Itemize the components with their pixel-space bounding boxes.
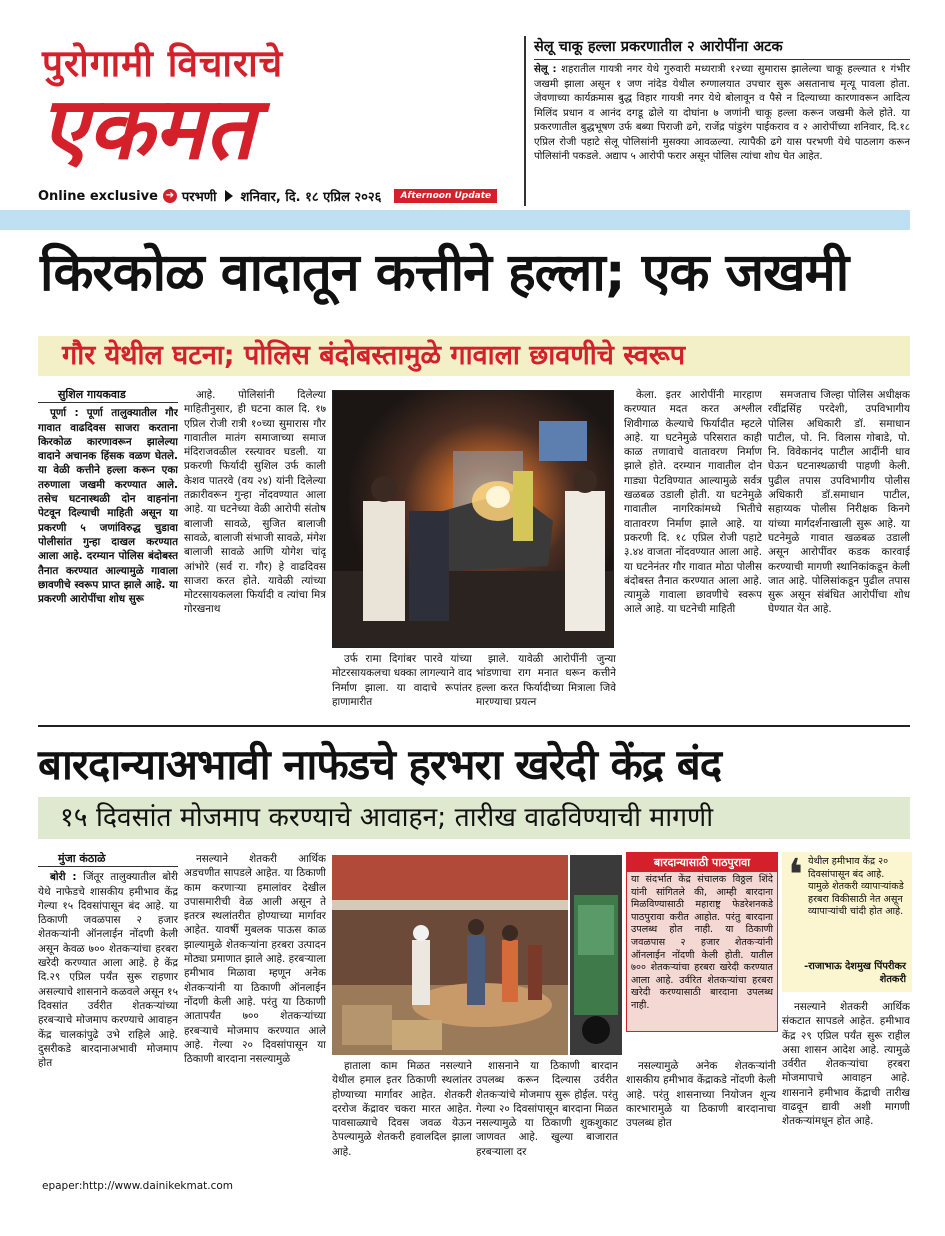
- brief-body: [534, 63, 910, 165]
- story2-dateline: बोरी :: [50, 871, 77, 884]
- epaper-url: epaper:http://www.dainikekmat.com: [42, 1180, 234, 1192]
- story2-col3b-text: शासनाने या ठिकाणी बारदान उपलब्ध करून दिल्यास उर्वरीत शेतकऱ्यांचे मोजमाप सुरू होईल. परंतु गेल्या २० दिवसांपासून बारदाना मिळत नसल्यामुळे या ठिकाणी शुकशुकाट जाणवत आहे. खुल्या बाजारात हरबऱ्याला दर: [476, 1060, 618, 1158]
- quote-author-name: -राजाभाऊ देशमुख पिंपरीकर: [804, 961, 906, 972]
- story1-column-3b: [476, 652, 616, 720]
- story1-headline: किरकोळ वादातून कत्तीने हल्ला; एक जखमी: [40, 243, 849, 303]
- sidebar-box-bardana-followup: [626, 852, 778, 1032]
- story2-photo-warehouse: [332, 855, 568, 1055]
- story1-subhead: गौर येथील घटना; पोलिस बंदोबस्तामुळे गावाला छावणीचे स्वरूप: [38, 336, 910, 376]
- story2-column-3a: [332, 1059, 472, 1171]
- quote-author-role: शेतकरी: [879, 974, 906, 985]
- story2-col3a-text: हाताला काम मिळत नसल्याने येथील हमाल इतर ठिकाणी स्थलांतर होण्याच्या मार्गावर आहेत. शेतकरी दररोज केंद्रावर चकरा मारत आहेत. पावसाळ्याचे दिवस जवळ येऊन ठेपल्यामुळे शेतकरी हवालदिल झाला आहे.: [332, 1060, 472, 1158]
- brief-dateline: सेलू :: [534, 64, 557, 75]
- story1-col4-text: केला. इतर आरोपींनी मारहाण करण्यात मदत करत अश्लील शिवीगाळ केल्याचे फिर्यादीत म्हटले आहे. या घटनेमुळे परिसरात काही काळ तणावाचे वातावरण निर्माण झाले होते. दरम्यान गावातील दोन गाड्या पेटविण्यात आल्यामुळे सर्वत्र खळबळ उडाली होती. या घटनेमुळे गावातील नागरिकांमध्ये भितीचे वातावरण निर्माण झाले आहे. या प्रकरणी दि. १८ एप्रिल रोजी पहाटे ३.४४ वाजता नोंदवण्यात आला आहे. या घटनेनंतर गौर गावात मोठा पोलीस बंदोबस्त तैनात करण्यात आला आहे. त्यामुळे गावाला छावणीचे स्वरूप आले आहे. या घटनेची माहिती: [624, 389, 762, 616]
- story2-headline: बारदान्याअभावी नाफेडचे हरभरा खरेदी केंद्र बंद: [38, 740, 722, 789]
- city-label: परभणी: [181, 190, 217, 205]
- masthead: [0, 0, 945, 210]
- pull-quote-text: येथील हमीभाव केंद्र २० दिवसांपासून बंद आहे. यामुळे शेतकरी व्यापाऱ्यांकडे हरबरा विकीसाठी नेत असून व्यापाऱ्यांची चांदी होत आहे.: [808, 856, 904, 918]
- story2-byline: मुंजा कंठाळे: [38, 852, 178, 867]
- story1-column-2: [184, 388, 326, 718]
- story1-column-3a: [332, 652, 472, 720]
- story1-column-4: [624, 388, 762, 718]
- story2-col2-text: नसल्याने शेतकरी आर्थिक अडचणीत सापडले आहेत. या ठिकाणी काम करणाऱ्या हमालांवर देखील उपासमारीची वेळ आली असून ते इतरत्र स्थलांतरीत होण्याच्या मार्गावर आहेत. यावर्षी मुबलक पाऊस काळ झाल्यामुळे शेतकऱ्यांना हरबरा उत्पादन मोठ्या प्रमाणात झाले आहे. हरबऱ्याला हमीभाव मिळावा म्हणून अनेक शेतकऱ्यांनी या ठिकाणी ऑनलाईन नोंदणी केली आहे. परंतु या ठिकाणी आतापर्यंत ७०० शेतकऱ्यांच्या हरबऱ्याचे मोजमाप करण्यात आले आहे. गेल्या २० दिवसांपासून या ठिकाणी बारदाना नसल्यामुळे: [184, 853, 326, 1066]
- pull-quote-author: [804, 960, 906, 986]
- story2-column-2: [184, 852, 326, 1170]
- story2-col1-text: जिंतूर तालुक्यातील बोरी येथे नाफेडचे शासकीय हमीभाव केंद्र गेल्या १५ दिवसांपासून बंद आहे. या ठिकाणी जवळपास २ हजार शेतकऱ्यांनी ऑनलाईन नोंदणी केली असून केवळ ७०० शेतकऱ्यांचा हरबरा खरेदी करण्यात आला आहे. हे केंद्र दि.२९ एप्रिल पर्यंत सुरू राहणार असल्याचे शासनाने कळवले असून १५ दिवसांत उर्वरीत शेतकऱ्यांच्या हरबऱ्याचे मोजमाप करण्याचे आवाहन केंद्र चालकांपुढे उभे राहिले आहे. दुसरीकडे बारदानाअभावी मोजमाप होत: [38, 871, 178, 1070]
- story1-col1-text: पूर्णा तालुक्यातील गौर गावात वाढदिवस साजरा करताना किरकोळ कारणावरून झालेल्या वादाने अचानक हिंसक वळण घेतले. या वेळी कत्तीने हल्ला करून एका तरुणाला जखमी करण्यात आले. तसेच घटनास्थळी दोन वाहनांना पेटवून दिल्याची माहिती असून या प्रकरणी ५ जणांविरुद्ध चुडावा पोलीसांत गुन्हा दाखल करण्यात आला आहे. दरम्यान पोलिस बंदोबस्त तैनात करण्यात आल्यामुळे गावाला छावणीचे स्वरूप प्राप्त झाले आहे. या प्रकरणी आरोपींचा शोध सुरू: [38, 407, 178, 606]
- masthead-tagline: पुरोगामी विचाराचे: [42, 42, 284, 85]
- story1-col2-text: आहे. पोलिसांनी दिलेल्या माहितीनुसार, ही घटना काल दि. १७ एप्रिल रोजी रात्री १०च्या सुमारास गौर गावातील मातंग समाजाच्या समाज मंदिराजवळील रस्त्यावर घडली. या प्रकरणी फिर्यादी सुशिल उर्फ काली केशव पातरवे (वय २४) यांनी दिलेल्या तक्रारीवरून गुन्हा नोंदवण्यात आला आहे. या घटनेच्या वेळी आरोपी संतोष बालाजी सावळे, सुजित बालाजी सावळे, बालाजी संभाजी सावळे, मंगेश बालाजी सावळे आणि योगेश चांदू आंभोरे (सर्व रा. गौर) हे वाढदिवस साजरा करत होते. यावेळी त्यांच्या मोटरसायकलला फिर्यादी व त्यांचा मित्र गोरखनाथ: [184, 389, 326, 616]
- online-exclusive-label: Online exclusive: [38, 188, 158, 204]
- story1-photo-burning-vehicle: [332, 390, 614, 648]
- color-band: [0, 210, 910, 230]
- story1-dateline: पूर्णा :: [50, 407, 79, 420]
- pull-quote: [782, 852, 912, 992]
- brief-title: सेलू चाकू हल्ला प्रकरणातील २ आरोपींना अटक: [534, 36, 910, 60]
- story1-column-5: [768, 388, 910, 718]
- brief-text: शहरातील गायत्री नगर येथे गुरुवारी मध्यरात्री १२च्या सुमारास झालेल्या चाकू हल्ल्यात १ गंभीर जखमी झाला असून १ जण नांदेड येथील रुग्णालयात उपचार सुरू असतानाच मृत्यू पावला होता. जेवणाच्या कार्यक्रमास बुद्ध विहार गायत्री नगर येथे बोलावून व पैसे न दिल्याच्या कारणावरून आदित्य मिलिंद प्रधान व आनंद दगडू ढोले या दोघांना ७ जणांनी चाकू हल्ला करून जखमी केले होते. या प्रकरणातील बुद्धभूषण उर्फ बब्या पिराजी ढगे, राजेंद्र पांडुरंग पाईकराव व २ आरोपींच्या शनिवार, दि.१८ एप्रिल रोजी पहाटे सेलू पोलिसांनी मुसक्या आवळल्या. त्यापैकी ढगे यास परभणी येथे पाठलाग करून पोलिसांनी पकडले. अद्याप ५ आरोपी फरार असून पोलिस त्यांचा शोध घेत आहेत.: [534, 64, 910, 162]
- story1-byline: सुशिल गायकवाड: [38, 388, 178, 403]
- fire-scene-image: [333, 391, 614, 648]
- story1-column-1: [38, 388, 178, 718]
- issue-date: शनिवार, दि. १८ एप्रिल २०२६: [240, 190, 382, 205]
- story2-col5-text: नसल्याने शेतकरी आर्थिक संकटात सापडले आहेत. हमीभाव केंद्र २९ एप्रिल पर्यंत सुरू राहील असा शासन आदेश आहे. त्यामुळे उर्वरीत शेतकऱ्यांचा हरबरा मोजमापाचे आवाहन आहे. शासनाने हमीभाव केंद्राची तारीख वाढवून द्यावी अशी मागणी शेतकऱ्यांमधून होत आहे.: [782, 1001, 910, 1128]
- quote-mark-icon: ❛: [788, 850, 804, 901]
- story2-column-4: [626, 1059, 776, 1171]
- triangle-right-icon: [225, 190, 233, 202]
- story2-col4-text: नसल्यामुळे अनेक शेतकऱ्यांनी शासकीय हमीभाव केंद्राकडे नोंदणी केली आहे. परंतु शासनाच्या नियोजन शून्य कारभारामुळे या ठिकाणी बारदानाचा उपलब्ध होत: [626, 1060, 776, 1130]
- sidebar-box-title: बारदान्यासाठी पाठपुरावा: [627, 853, 777, 872]
- story1-col3a-text: उर्फ रामा दिगांबर पारवे यांच्या मोटरसायकलचा धक्का लागल्याने वाद निर्माण झाला. या वादाचे रूपांतर हाणामारीत: [332, 653, 472, 708]
- news-brief: [524, 36, 910, 206]
- arrow-right-icon: ➔: [163, 189, 177, 203]
- story2-subhead: १५ दिवसांत मोजमाप करण्याचे आवाहन; तारीख वाढविण्याची मागणी: [38, 797, 910, 839]
- edition-line: [38, 187, 497, 205]
- sidebar-box-body: या संदर्भात केंद्र संचालक विठ्ठल शिंदे यांनी सांगितले की, आम्ही बारदाना मिळविण्यासाठी महाराष्ट्र फेडरेशनकडे पाठपुरावा करीत आहोत. परंतु बारदाना उपलब्ध होत नाही. या ठिकाणी जवळपास २ हजार शेतकऱ्यांनी ऑनलाईन नोंदणी केली होती. यातील ७०० शेतकऱ्यांचा हरबरा खरेदी करण्यात आला आहे. उर्वरित शेतकऱ्यांचा हरबरा खरेदी करण्यासाठी बारदाना उपलब्ध नाही.: [631, 874, 773, 1011]
- afternoon-update-badge: Afternoon Update: [394, 189, 497, 203]
- story2-column-5: [782, 1000, 910, 1170]
- warehouse-image: [332, 855, 568, 1055]
- truck-image: [570, 855, 622, 1055]
- story2-column-1: [38, 852, 178, 1170]
- section-divider: [38, 725, 910, 727]
- story2-photo-truck: [570, 855, 622, 1055]
- paper-name-logo: एकमत: [40, 79, 255, 179]
- story1-col5-text: समजताच जिल्हा पोलिस अधीक्षक रवींद्रसिंह परदेशी, उपविभागीय पोलिस अधिकारी डॉ. समाधान पाटील, पो. नि. विलास गोबाडे, पो. नि. विवेकानंद पाटील आदींनी धाव घेऊन घटनास्थळाची पाहणी केली. पुढील तपास उपविभागीय पोलीस अधिकारी डॉ.समाधान पाटील, सहाय्यक पोलीस निरीक्षक किनगे यांच्या मार्गदर्शनाखाली सुरू आहे. या घटनेमुळे गावात खळबळ उडाली असून आरोपींवर कडक कारवाई करण्याची मागणी स्थानिकांकडून केली जात आहे. पोलिसांकडून पुढील तपास सुरू असून संबंधित आरोपींचा शोध घेण्यात येत आहे.: [768, 389, 910, 616]
- story1-col3b-text: झाले. यावेळी आरोपींनी जुन्या भांडणाचा राग मनात धरून कत्तीने हल्ला करत फिर्यादीच्या मित्राला जिवे मारण्याचा प्रयत्न: [476, 653, 616, 708]
- story2-column-3b: [476, 1059, 618, 1171]
